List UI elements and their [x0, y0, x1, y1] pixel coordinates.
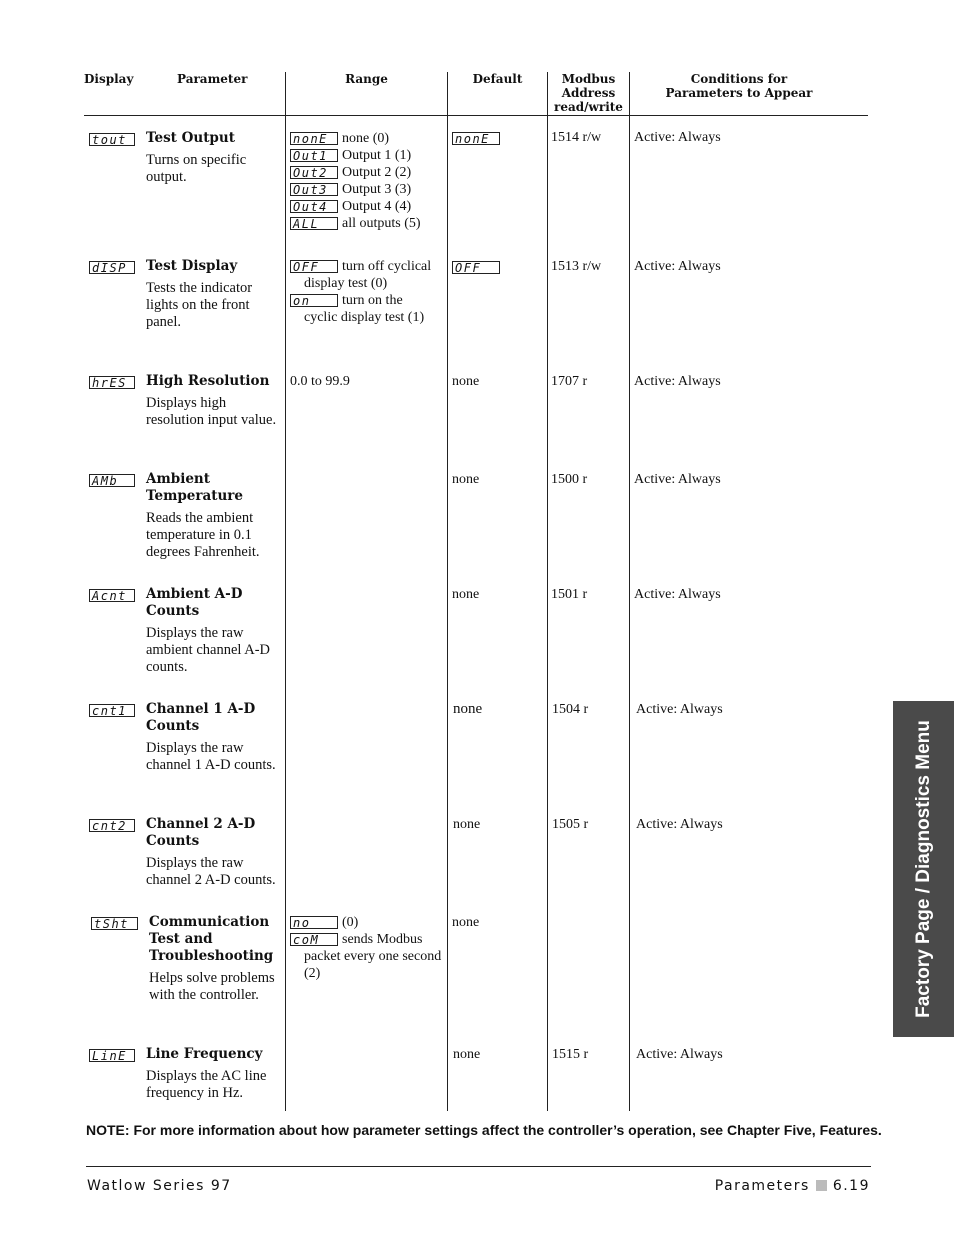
footer-left: Watlow Series 97 — [87, 1178, 232, 1194]
parameter-name: Communication Test and Troubleshooting — [149, 914, 274, 964]
lcd-option: Out1 — [290, 149, 338, 162]
conditions: Active: Always — [636, 1047, 723, 1062]
lcd-option: coM — [290, 933, 338, 946]
modbus-address: 1501 r — [551, 587, 588, 602]
header-rule — [84, 115, 868, 116]
default-value: none — [452, 587, 480, 602]
lcd-display-code: tSht — [91, 917, 138, 930]
parameter-name: Channel 1 A-D Counts — [146, 701, 256, 734]
conditions: Active: Always — [634, 587, 721, 602]
default-value: none — [452, 472, 480, 487]
default-value: none — [452, 374, 480, 389]
parameter-name: Line Frequency — [146, 1046, 263, 1062]
footer-right — [715, 1178, 870, 1194]
column-divider — [629, 72, 630, 1111]
modbus-address: 1504 r — [552, 702, 589, 717]
lcd-option: no — [290, 916, 338, 929]
lcd-option: Out3 — [290, 183, 338, 196]
default-value: none — [453, 1047, 481, 1062]
parameter-description: Reads the ambient temperature in 0.1 degrees Fahrenheit. — [146, 510, 260, 560]
page-number: 6.19 — [832, 1178, 870, 1194]
lcd-display-code: tout — [89, 133, 135, 146]
note: NOTE: For more information about how parameter settings affect the controller’s operation, see Chapter Five, Features. — [86, 1122, 882, 1138]
parameter-description: Displays the raw ambient channel A-D counts. — [146, 625, 271, 675]
lcd-display-code: LinE — [89, 1049, 135, 1062]
modbus-address: 1505 r — [552, 817, 589, 832]
conditions: Active: Always — [634, 472, 721, 487]
modbus-address: 1514 r/w — [551, 130, 602, 145]
lcd-display-code: cnt1 — [89, 704, 135, 717]
parameter-name: Ambient Temperature — [146, 471, 244, 504]
modbus-address: 1513 r/w — [551, 259, 602, 274]
side-tab — [893, 701, 954, 1037]
side-tab-label: Factory Page / Diagnostics Menu — [912, 720, 934, 1018]
parameter-description: Displays high resolution input value. — [146, 395, 277, 428]
conditions: Active: Always — [634, 130, 721, 145]
conditions: Active: Always — [636, 702, 723, 717]
modbus-address: 1500 r — [551, 472, 588, 487]
lcd-display-code: hrES — [89, 376, 135, 389]
lcd-default: OFF — [452, 261, 500, 274]
footer-section: Parameters — [714, 1178, 810, 1194]
parameter-name: Test Output — [146, 130, 235, 146]
parameter-name: Ambient A-D Counts — [146, 586, 243, 619]
header-parameter: Parameter — [177, 72, 248, 86]
parameter-description: Displays the AC line frequency in Hz. — [146, 1068, 267, 1101]
range-text: 0.0 to 99.9 — [290, 374, 350, 389]
header-display: Display — [84, 72, 134, 86]
column-divider — [447, 72, 448, 1111]
lcd-option: OFF — [290, 260, 338, 273]
footer-rule — [86, 1166, 871, 1167]
lcd-display-code: Acnt — [89, 589, 135, 602]
lcd-option: ALL — [290, 217, 338, 230]
parameter-description: Tests the indicator lights on the front panel. — [146, 280, 253, 330]
modbus-address: 1515 r — [552, 1047, 589, 1062]
lcd-option: nonE — [290, 132, 338, 145]
conditions: Active: Always — [636, 817, 723, 832]
modbus-address: 1707 r — [551, 374, 588, 389]
column-divider — [547, 72, 548, 1111]
parameter-description: Displays the raw channel 2 A-D counts. — [146, 855, 276, 888]
parameter-name: High Resolution — [146, 373, 270, 389]
parameter-description: Turns on specific output. — [146, 152, 247, 185]
parameter-description: Helps solve problems with the controller. — [149, 970, 275, 1003]
header-conditions: Conditions for Parameters to Appear — [665, 72, 813, 100]
default-value: none — [452, 915, 480, 930]
conditions: Active: Always — [634, 374, 721, 389]
lcd-option: Out4 — [290, 200, 338, 213]
range-cell: nonE none (0) Out1 Output 1 (1) Out2 Output 2 (2) Out3 Output 3 (3) Out4 Output 4 (4) ALL all outputs (5) — [290, 130, 445, 232]
lcd-option: Out2 — [290, 166, 338, 179]
lcd-option: on — [290, 294, 338, 307]
square-bullet-icon — [816, 1180, 827, 1191]
parameter-name: Channel 2 A-D Counts — [146, 816, 256, 849]
header-modbus: Modbus Address read/write — [554, 72, 623, 114]
conditions: Active: Always — [634, 259, 721, 274]
range-cell: OFF turn off cyclical display test (0) on turn on the cyclic display test (1) — [290, 258, 445, 326]
lcd-default: nonE — [452, 132, 500, 145]
lcd-display-code: dISP — [89, 261, 135, 274]
default-value: none — [453, 817, 481, 832]
default-value: none — [453, 701, 483, 717]
lcd-display-code: AMb — [89, 474, 135, 487]
parameter-name: Test Display — [146, 258, 238, 274]
lcd-display-code: cnt2 — [89, 819, 135, 832]
header-default: Default — [472, 72, 523, 86]
range-cell: no (0) coM sends Modbus packet every one second (2) — [290, 914, 445, 982]
column-divider — [285, 72, 286, 1111]
header-range: Range — [345, 72, 388, 86]
parameter-description: Displays the raw channel 1 A-D counts. — [146, 740, 276, 773]
